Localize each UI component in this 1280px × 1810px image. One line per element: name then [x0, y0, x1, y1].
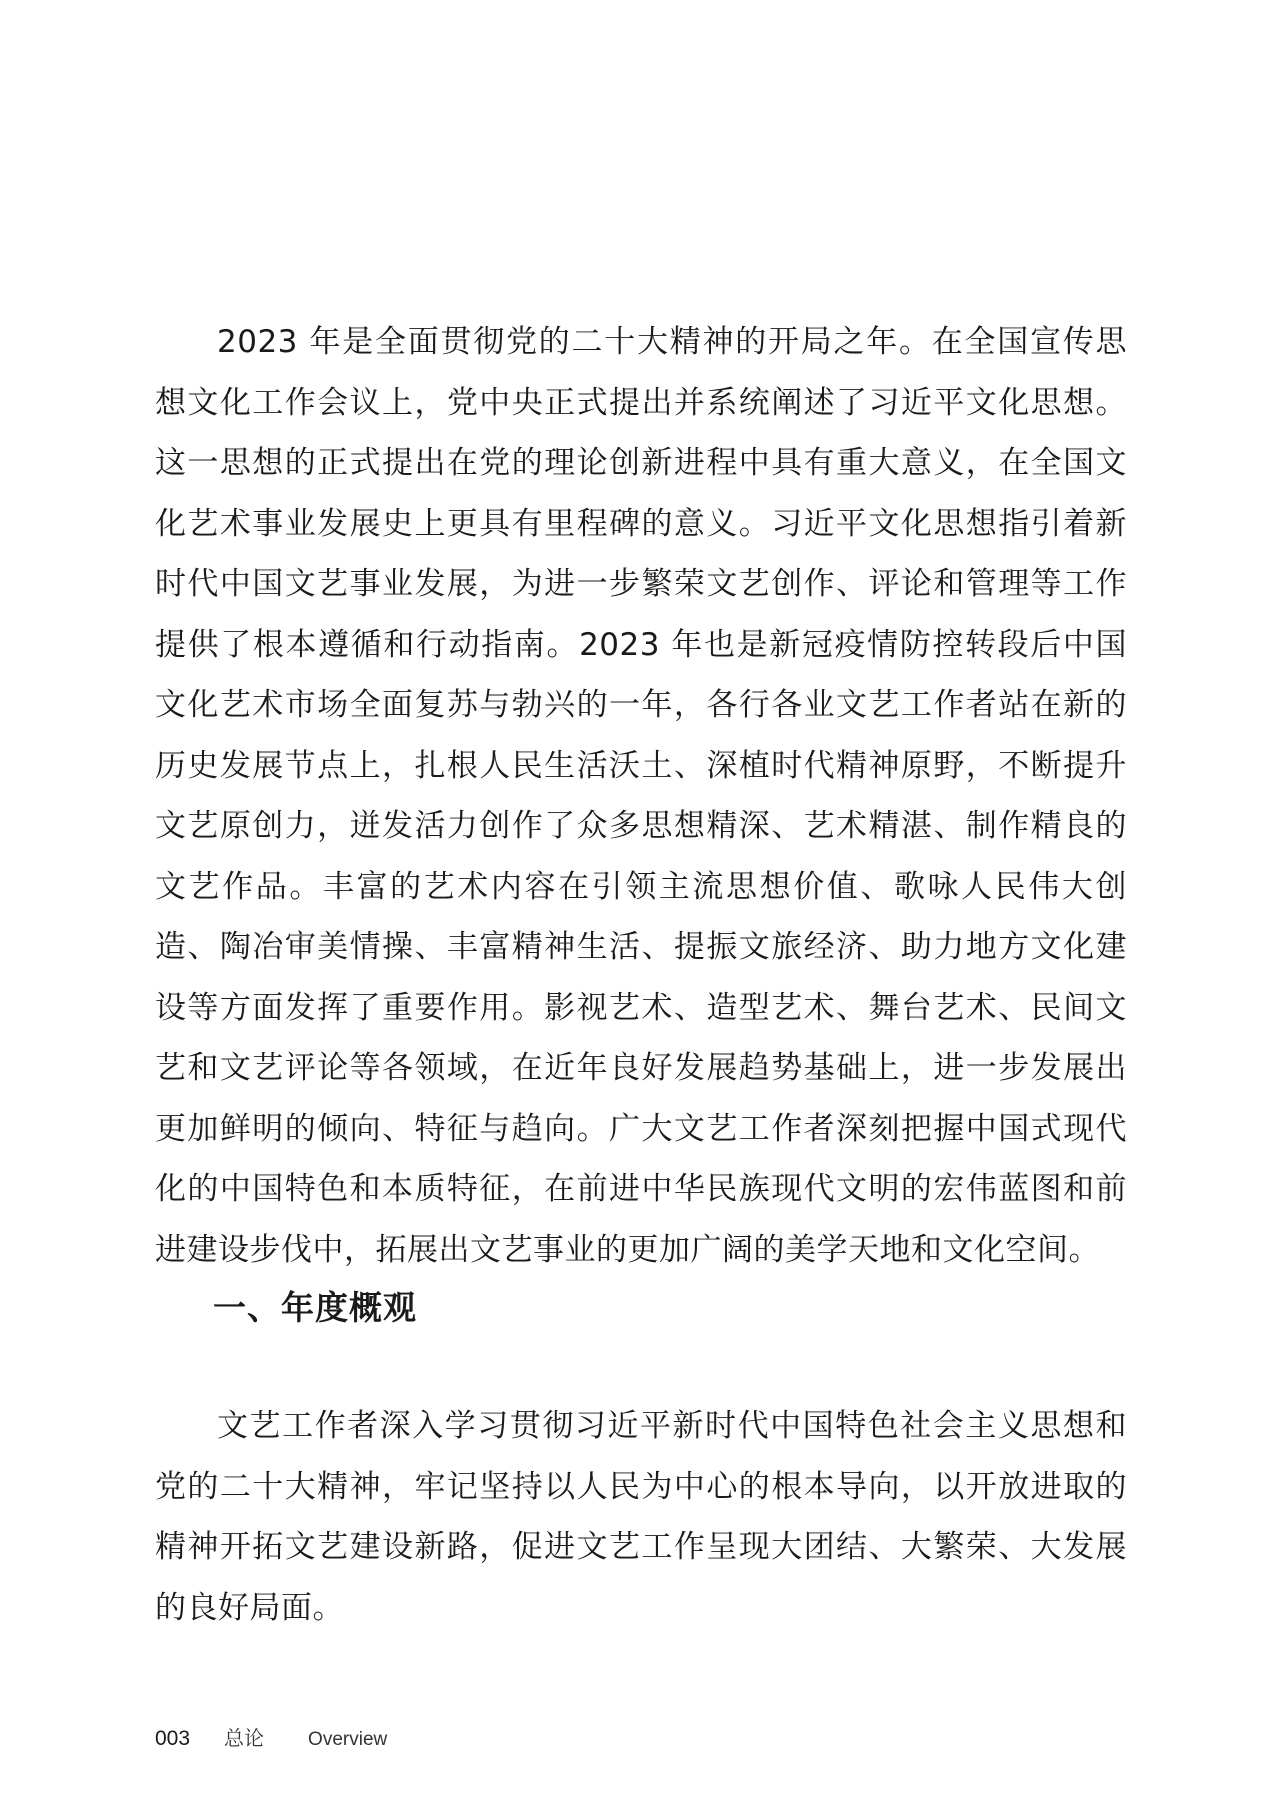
- footer-section-title-cn: 总论: [224, 1726, 265, 1750]
- section-heading: 一、年度概观: [213, 1288, 417, 1327]
- footer-section-title-en: Overview: [308, 1729, 388, 1750]
- section-paragraph: 文艺工作者深入学习贯彻习近平新时代中国特色社会主义思想和党的二十大精神，牢记坚持以人民为中心的根本导向，以开放进取的精神开拓文艺建设新路，促进文艺工作呈现大团结、大繁荣、大发展的良好局面。: [155, 1408, 1127, 1626]
- page-number: 003: [155, 1727, 191, 1750]
- intro-paragraph: 2023 年是全面贯彻党的二十大精神的开局之年。在全国宣传思想文化工作会议上，党中央正式提出并系统阐述了习近平文化思想。这一思想的正式提出在党的理论创新进程中具有重大意义，在全国文化艺术事业发展史上更具有里程碑的意义。习近平文化思想指引着新时代中国文艺事业发展，为进一步繁荣文艺创作、评论和管理等工作提供了根本遵循和行动指南。2023 年也是新冠疫情防控转段后中国文化艺术市场全面复苏与勃兴的一年，各行各业文艺工作者站在新的历史发展节点上，扎根人民生活沃土、深植时代精神原野，不断提升文艺原创力，迸发活力创作了众多思想精深、艺术精湛、制作精良的文艺作品。丰富的艺术内容在引领主流思想价值、歌咏人民伟大创造、陶冶审美情操、丰富精神生活、提振文旅经济、助力地方文化建设等方面发挥了重要作用。影视艺术、造型艺术、舞台艺术、民间文艺和文艺评论等各领域，在近年良好发展趋势基础上，进一步发展出更加鲜明的倾向、特征与趋向。广大文艺工作者深刻把握中国式现代化的中国特色和本质特征，在前进中华民族现代文明的宏伟蓝图和前进建设步伐中，拓展出文艺事业的更加广阔的美学天地和文化空间。: [155, 324, 1127, 1268]
- page-footer: [155, 1722, 387, 1752]
